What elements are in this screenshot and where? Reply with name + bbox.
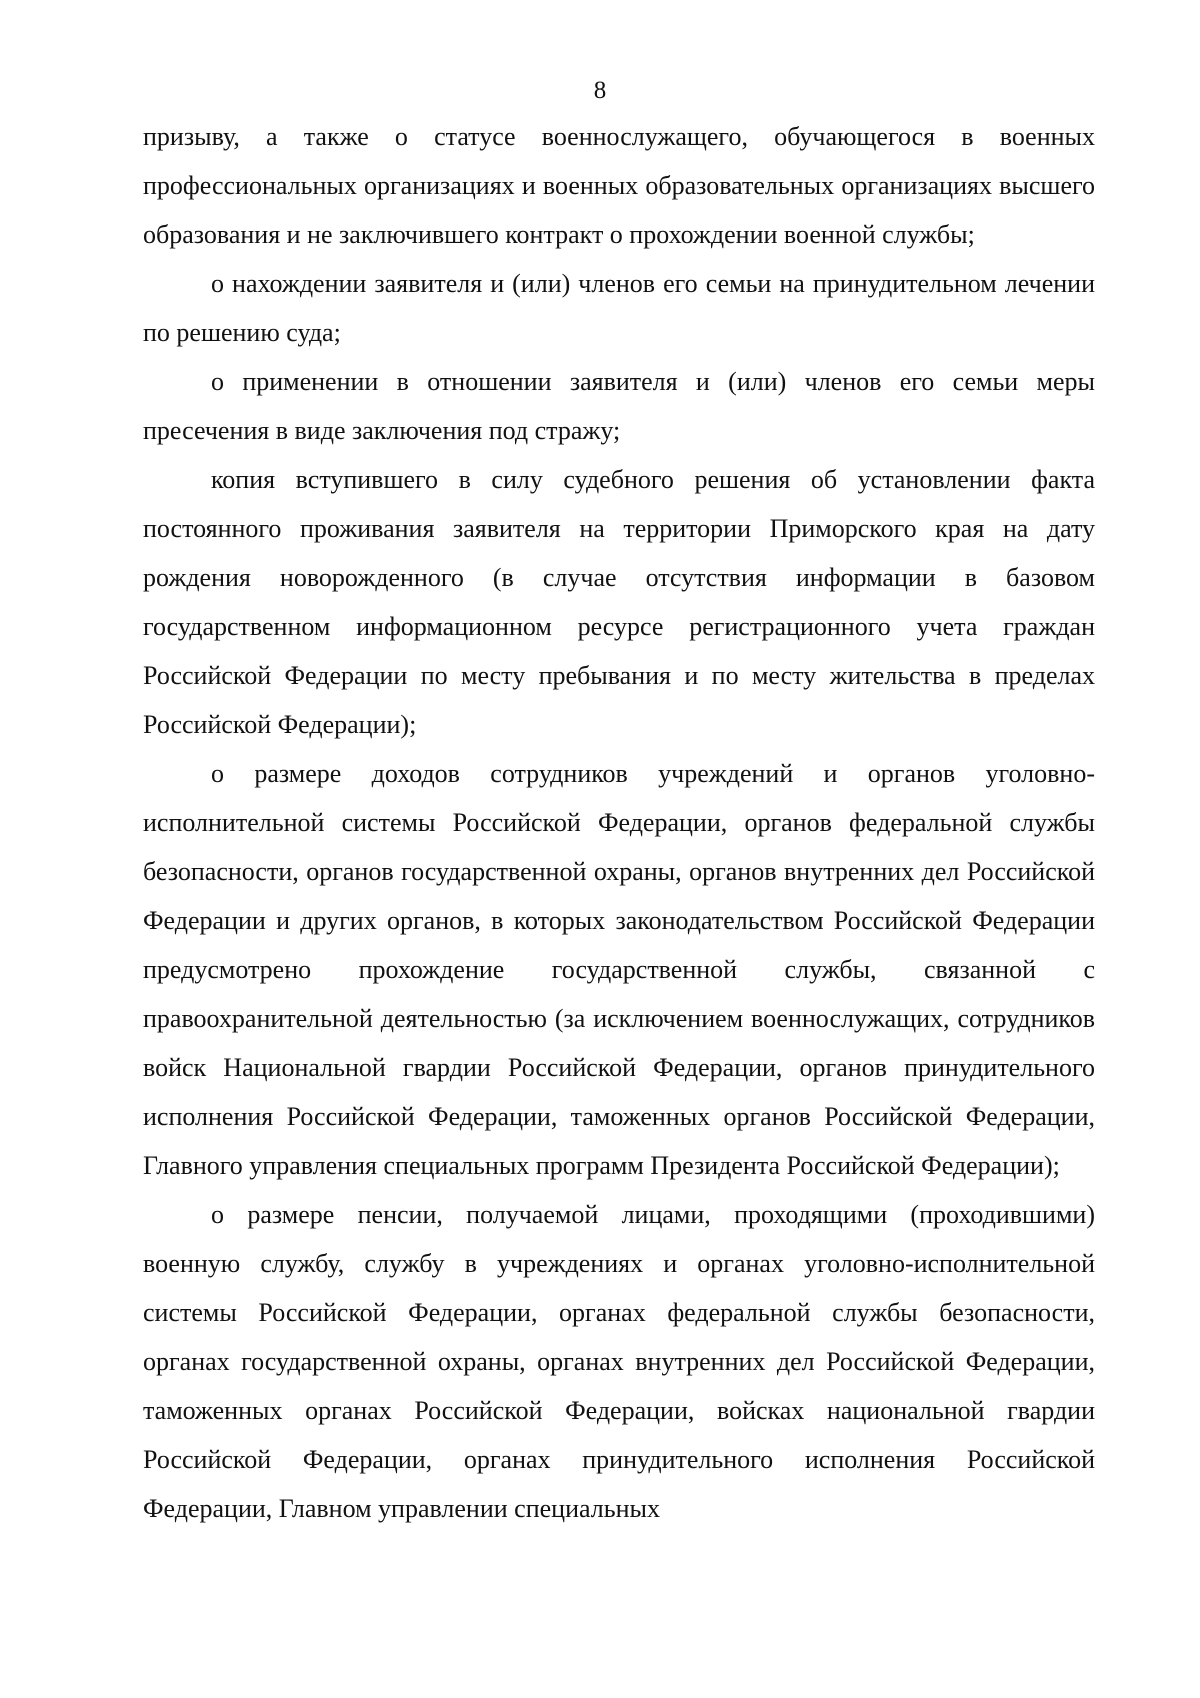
paragraph-employee-income: о размере доходов сотрудников учреждений и органов уголовно-исполнительной системы Российской Федерации, органов федеральной службы безопасности, органов государственной охраны, органов внутренних дел Российской Федерации и других органов, в которых законодательством Российской Федерации предусмотрено прохождение государственной службы, связанной с правоохранительной деятельностью (за исключением военнослужащих, сотрудников войск Национальной гвардии Российской Федерации, органов принудительного исполнения Российской Федерации, таможенных органов Российской Федерации, Главного управления специальных программ Президента Российской Федерации); <box>143 759 1095 1180</box>
paragraph-continuation: призыву, а также о статусе военнослужащего, обучающегося в военных профессиональных организациях и военных образовательных организациях высшего образования и не заключившего контракт о прохождении военной службы; <box>143 122 1095 249</box>
paragraph-pension-amount: о размере пенсии, получаемой лицами, проходящими (проходившими) военную службу, службу в учреждениях и органах уголовно-исполнительной системы Российской Федерации, органах федеральной службы безопасности, органах государственной охраны, органах внутренних дел Российской Федерации, таможенных органах Российской Федерации, войсках национальной гвардии Российской Федерации, органах принудительного исполнения Российской Федерации, Главном управлении специальных <box>143 1200 1095 1523</box>
paragraph-compulsory-treatment: о нахождении заявителя и (или) членов его семьи на принудительном лечении по решению суда; <box>143 269 1095 347</box>
paragraph-detention-measure: о применении в отношении заявителя и (или) членов его семьи меры пресечения в виде заключения под стражу; <box>143 367 1095 445</box>
body-text <box>143 112 1095 1533</box>
paragraph-court-decision-copy: копия вступившего в силу судебного решения об установлении факта постоянного проживания заявителя на территории Приморского края на дату рождения новорожденного (в случае отсутствия информации в базовом государственном информационном ресурсе регистрационного учета граждан Российской Федерации по месту пребывания и по месту жительства в пределах Российской Федерации); <box>143 465 1095 739</box>
page-number: 8 <box>593 77 607 104</box>
